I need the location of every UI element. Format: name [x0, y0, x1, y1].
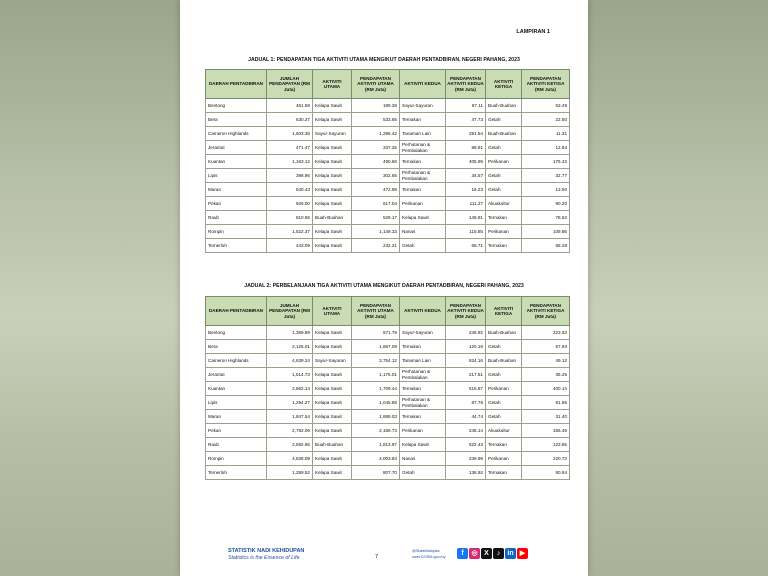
header-pendapatan-utama: PENDAPATAN AKTIVITI UTAMA (RM Juta) — [352, 70, 400, 99]
table-row — [206, 141, 570, 155]
cell-aktiviti-ketiga: Getah — [486, 410, 522, 424]
cell-aktiviti-utama: Kelapa Sawit — [313, 326, 352, 340]
cell-aktiviti-ketiga: Getah — [486, 169, 522, 183]
table-row — [206, 127, 570, 141]
cell-aktiviti-ketiga: Getah — [486, 368, 522, 382]
cell-pendapatan-utama: 189.28 — [352, 99, 400, 113]
cell-aktiviti-ketiga: Ternakan — [486, 211, 522, 225]
cell-pendapatan-ketiga: 35.25 — [522, 368, 570, 382]
cell-jumlah: 1,259.52 — [267, 466, 313, 480]
cell-aktiviti-ketiga: Getah — [486, 183, 522, 197]
cell-aktiviti-utama: Kelapa Sawit — [313, 396, 352, 410]
table-row — [206, 99, 570, 113]
cell-aktiviti-ketiga: Buah-Buahan — [486, 99, 522, 113]
cell-pendapatan-kedua: 111.27 — [446, 197, 486, 211]
cell-pendapatan-utama: 617.04 — [352, 197, 400, 211]
cell-pendapatan-utama: 490.66 — [352, 155, 400, 169]
header-daerah: DAERAH PENTADBIRAN — [206, 70, 267, 99]
page-number: 7 — [375, 554, 379, 560]
cell-jumlah: 1,514.73 — [267, 368, 313, 382]
cell-aktiviti-ketiga: Buah-Buahan — [486, 326, 522, 340]
cell-aktiviti-utama: Sayur-Sayuran — [313, 127, 352, 141]
cell-daerah: Raub — [206, 211, 267, 225]
cell-aktiviti-kedua: Getah — [400, 239, 446, 253]
cell-aktiviti-kedua: Nanas — [400, 452, 446, 466]
cell-pendapatan-utama: 4,003.84 — [352, 452, 400, 466]
cell-jumlah: 4,639.24 — [267, 354, 313, 368]
cell-pendapatan-ketiga: 32.77 — [522, 169, 570, 183]
cell-aktiviti-utama: Kelapa Sawit — [313, 382, 352, 396]
cell-pendapatan-utama: 807.70 — [352, 466, 400, 480]
cell-aktiviti-kedua: Perhutanan & Pembalakan — [400, 169, 446, 183]
cell-aktiviti-ketiga: Ternakan — [486, 239, 522, 253]
cell-pendapatan-ketiga: 220.73 — [522, 452, 570, 466]
cell-jumlah: 540.43 — [267, 183, 313, 197]
cell-jumlah: 1,294.27 — [267, 396, 313, 410]
table-row — [206, 225, 570, 239]
cell-aktiviti-ketiga: Perikanan — [486, 155, 522, 169]
header-pendapatan-kedua: PENDAPATAN AKTIVITI KEDUA (RM Juta) — [446, 70, 486, 99]
cell-pendapatan-kedua: 87.11 — [446, 99, 486, 113]
cell-aktiviti-utama: Kelapa Sawit — [313, 113, 352, 127]
cell-pendapatan-utama: 529.17 — [352, 211, 400, 225]
cell-pendapatan-kedua: 115.85 — [446, 225, 486, 239]
cell-aktiviti-ketiga: Getah — [486, 340, 522, 354]
header-aktiviti-kedua: AKTIVITI KEDUA — [400, 297, 446, 326]
cell-daerah: Maran — [206, 183, 267, 197]
cell-pendapatan-kedua: 88.91 — [446, 141, 486, 155]
cell-aktiviti-ketiga: Buah-Buahan — [486, 354, 522, 368]
cell-daerah: Pekan — [206, 197, 267, 211]
cell-pendapatan-kedua: 68.71 — [446, 239, 486, 253]
table-row — [206, 169, 570, 183]
cell-jumlah: 630.27 — [267, 113, 313, 127]
cell-daerah: Pekan — [206, 424, 267, 438]
table-row — [206, 113, 570, 127]
cell-aktiviti-kedua: Sayur-Sayuran — [400, 99, 446, 113]
cell-pendapatan-utama: 1,045.88 — [352, 396, 400, 410]
cell-jumlah: 2,125.01 — [267, 340, 313, 354]
cell-pendapatan-ketiga: 81.85 — [522, 396, 570, 410]
table-row — [206, 368, 570, 382]
website-link[interactable]: www.DOSM.gov.my — [412, 555, 446, 559]
cell-daerah: Bera — [206, 113, 267, 127]
cell-pendapatan-kedua: 239.99 — [446, 452, 486, 466]
cell-jumlah: 1,522.37 — [267, 225, 313, 239]
cell-aktiviti-kedua: Perhutanan & Pembalakan — [400, 396, 446, 410]
header-jumlah: JUMLAH PENDAPATAN (RM Juta) — [267, 297, 313, 326]
cell-pendapatan-kedua: 291.54 — [446, 127, 486, 141]
cell-aktiviti-kedua: Sayur-Sayuran — [400, 326, 446, 340]
cell-pendapatan-ketiga: 109.86 — [522, 225, 570, 239]
cell-aktiviti-kedua: Ternakan — [400, 410, 446, 424]
cell-daerah: Bentong — [206, 99, 267, 113]
income-table — [205, 69, 570, 253]
cell-pendapatan-kedua: 18.23 — [446, 183, 486, 197]
cell-aktiviti-ketiga: Getah — [486, 141, 522, 155]
cell-pendapatan-utama: 3,754.12 — [352, 354, 400, 368]
table-row — [206, 326, 570, 340]
cell-daerah: Rompin — [206, 225, 267, 239]
header-aktiviti-ketiga: AKTIVITI KETIGA — [486, 70, 522, 99]
cell-pendapatan-kedua: 136.92 — [446, 466, 486, 480]
cell-jumlah: 926.00 — [267, 197, 313, 211]
table2-caption: JADUAL 2: PERBELANJAAN TIGA AKTIVITI UTAMA MENGIKUT DAERAH PENTADBIRAN, NEGERI PAHANG, 2023 — [244, 283, 524, 289]
cell-daerah: Jerantut — [206, 368, 267, 382]
header-daerah: DAERAH PENTADBIRAN — [206, 297, 267, 326]
cell-jumlah: 471.47 — [267, 141, 313, 155]
social-icons — [457, 548, 528, 559]
cell-jumlah: 398.96 — [267, 169, 313, 183]
cell-pendapatan-kedua: 522.43 — [446, 438, 486, 452]
cell-pendapatan-kedua: 87.76 — [446, 396, 486, 410]
table-row — [206, 197, 570, 211]
cell-aktiviti-kedua: Tanaman Lain — [400, 127, 446, 141]
cell-jumlah: 810.56 — [267, 211, 313, 225]
cell-aktiviti-ketiga: Getah — [486, 113, 522, 127]
cell-aktiviti-utama: Kelapa Sawit — [313, 340, 352, 354]
cell-jumlah: 1,603.35 — [267, 127, 313, 141]
cell-aktiviti-utama: Sayur-Sayuran — [313, 354, 352, 368]
cell-aktiviti-ketiga: Perikanan — [486, 452, 522, 466]
table-row — [206, 438, 570, 452]
cell-daerah: Bentong — [206, 326, 267, 340]
cell-jumlah: 1,369.89 — [267, 326, 313, 340]
cell-pendapatan-ketiga: 31.40 — [522, 410, 570, 424]
cell-aktiviti-utama: Kelapa Sawit — [313, 169, 352, 183]
instagram-icon[interactable]: ◎ — [469, 548, 480, 559]
cell-pendapatan-ketiga: 123.65 — [522, 438, 570, 452]
cell-aktiviti-kedua: Kelapa Sawit — [400, 211, 446, 225]
cell-aktiviti-kedua: Nanas — [400, 225, 446, 239]
facebook-icon[interactable]: f — [457, 548, 468, 559]
cell-aktiviti-kedua: Getah — [400, 466, 446, 480]
cell-daerah: Cameron Highlands — [206, 354, 267, 368]
cell-jumlah: 443.09 — [267, 239, 313, 253]
cell-pendapatan-kedua: 47.73 — [446, 113, 486, 127]
cell-pendapatan-kedua: 405.99 — [446, 155, 486, 169]
appendix-label: LAMPIRAN 1 — [516, 29, 550, 35]
cell-aktiviti-kedua: Perhutanan & Pembalakan — [400, 141, 446, 155]
cell-aktiviti-kedua: Perikanan — [400, 197, 446, 211]
cell-daerah: Jerantut — [206, 141, 267, 155]
x-icon[interactable]: X — [481, 548, 492, 559]
cell-aktiviti-utama: Kelapa Sawit — [313, 424, 352, 438]
tiktok-icon[interactable]: ♪ — [493, 548, 504, 559]
cell-pendapatan-kedua: 44.74 — [446, 410, 486, 424]
cell-pendapatan-kedua: 515.67 — [446, 382, 486, 396]
cell-pendapatan-ketiga: 223.53 — [522, 326, 570, 340]
cell-pendapatan-ketiga: 90.20 — [522, 197, 570, 211]
document-page — [180, 0, 588, 576]
cell-aktiviti-kedua: Ternakan — [400, 113, 446, 127]
cell-aktiviti-utama: Kelapa Sawit — [313, 141, 352, 155]
cell-daerah: Bera — [206, 340, 267, 354]
cell-pendapatan-ketiga: 49.12 — [522, 354, 570, 368]
cell-aktiviti-ketiga: Akuakultur — [486, 197, 522, 211]
table1-header-row — [206, 70, 570, 99]
cell-daerah: Temerloh — [206, 466, 267, 480]
cell-daerah: Raub — [206, 438, 267, 452]
cell-aktiviti-utama: Kelapa Sawit — [313, 183, 352, 197]
cell-jumlah: 1,847.54 — [267, 410, 313, 424]
header-aktiviti-kedua: AKTIVITI KEDUA — [400, 70, 446, 99]
cell-pendapatan-utama: 1,175.01 — [352, 368, 400, 382]
cell-pendapatan-kedua: 120.19 — [446, 340, 486, 354]
cell-aktiviti-kedua: Ternakan — [400, 183, 446, 197]
cell-aktiviti-ketiga: Ternakan — [486, 466, 522, 480]
table2-header-row — [206, 297, 570, 326]
table1-caption: JADUAL 1: PENDAPATAN TIGA AKTIVITI UTAMA MENGIKUT DAERAH PENTADBIRAN, NEGERI PAHANG, 2023 — [248, 57, 520, 63]
cell-pendapatan-utama: 2,159.73 — [352, 424, 400, 438]
youtube-icon[interactable]: ▶ — [517, 548, 528, 559]
table-row — [206, 424, 570, 438]
cell-aktiviti-kedua: Perhutanan & Pembalakan — [400, 368, 446, 382]
table-row — [206, 183, 570, 197]
cell-aktiviti-utama: Kelapa Sawit — [313, 368, 352, 382]
cell-pendapatan-ketiga: 90.64 — [522, 466, 570, 480]
cell-daerah: Rompin — [206, 452, 267, 466]
header-pendapatan-ketiga: PENDAPATAN AKTIVITI KETIGA (RM Juta) — [522, 297, 570, 326]
cell-pendapatan-utama: 1,867.09 — [352, 340, 400, 354]
cell-aktiviti-utama: Kelapa Sawit — [313, 99, 352, 113]
cell-pendapatan-utama: 533.65 — [352, 113, 400, 127]
cell-pendapatan-utama: 232.21 — [352, 239, 400, 253]
table-row — [206, 382, 570, 396]
table-row — [206, 466, 570, 480]
cell-daerah: Kuantan — [206, 155, 267, 169]
cell-daerah: Cameron Highlands — [206, 127, 267, 141]
cell-pendapatan-kedua: 148.91 — [446, 211, 486, 225]
cell-aktiviti-ketiga: Getah — [486, 396, 522, 410]
table-row — [206, 239, 570, 253]
header-aktiviti-utama: AKTIVITI UTAMA — [313, 297, 352, 326]
header-jumlah: JUMLAH PENDAPATAN (RM Juta) — [267, 70, 313, 99]
cell-pendapatan-utama: 1,689.03 — [352, 410, 400, 424]
cell-daerah: Lipis — [206, 169, 267, 183]
expenditure-table — [205, 296, 570, 480]
cell-aktiviti-ketiga: Perikanan — [486, 382, 522, 396]
linkedin-icon[interactable]: in — [505, 548, 516, 559]
cell-pendapatan-utama: 337.25 — [352, 141, 400, 155]
cell-aktiviti-utama: Kelapa Sawit — [313, 197, 352, 211]
cell-daerah: Maran — [206, 410, 267, 424]
cell-pendapatan-kedua: 34.57 — [446, 169, 486, 183]
cell-aktiviti-utama: Kelapa Sawit — [313, 155, 352, 169]
cell-jumlah: 2,792.06 — [267, 424, 313, 438]
cell-pendapatan-ketiga: 13.50 — [522, 183, 570, 197]
cell-daerah: Lipis — [206, 396, 267, 410]
cell-aktiviti-kedua: Tanaman Lain — [400, 354, 446, 368]
cell-daerah: Temerloh — [206, 239, 267, 253]
social-handle[interactable]: @StatsMalaysia — [412, 549, 440, 553]
cell-pendapatan-ketiga: 176.43 — [522, 155, 570, 169]
page-footer — [180, 540, 588, 576]
cell-aktiviti-ketiga: Perikanan — [486, 225, 522, 239]
cell-aktiviti-ketiga: Buah-Buahan — [486, 127, 522, 141]
cell-aktiviti-kedua: Ternakan — [400, 382, 446, 396]
cell-pendapatan-ketiga: 12.84 — [522, 141, 570, 155]
cell-pendapatan-ketiga: 78.62 — [522, 211, 570, 225]
cell-aktiviti-utama: Kelapa Sawit — [313, 466, 352, 480]
cell-aktiviti-utama: Kelapa Sawit — [313, 239, 352, 253]
header-aktiviti-ketiga: AKTIVITI KETIGA — [486, 297, 522, 326]
table-row — [206, 354, 570, 368]
cell-pendapatan-kedua: 824.16 — [446, 354, 486, 368]
cell-pendapatan-ketiga: 156.49 — [522, 424, 570, 438]
cell-pendapatan-utama: 1,709.44 — [352, 382, 400, 396]
cell-aktiviti-kedua: Kelapa Sawit — [400, 438, 446, 452]
cell-pendapatan-ketiga: 63.49 — [522, 99, 570, 113]
header-pendapatan-ketiga: PENDAPATAN AKTIVITI KETIGA (RM Juta) — [522, 70, 570, 99]
table-row — [206, 396, 570, 410]
table-row — [206, 410, 570, 424]
cell-pendapatan-ketiga: 22.50 — [522, 113, 570, 127]
cell-pendapatan-utama: 1,813.97 — [352, 438, 400, 452]
cell-aktiviti-ketiga: Ternakan — [486, 438, 522, 452]
cell-aktiviti-kedua: Ternakan — [400, 155, 446, 169]
cell-aktiviti-kedua: Ternakan — [400, 340, 446, 354]
header-aktiviti-utama: AKTIVITI UTAMA — [313, 70, 352, 99]
cell-aktiviti-utama: Buah-Buahan — [313, 211, 352, 225]
cell-aktiviti-utama: Kelapa Sawit — [313, 452, 352, 466]
cell-pendapatan-kedua: 248.14 — [446, 424, 486, 438]
cell-pendapatan-ketiga: 57.93 — [522, 340, 570, 354]
cell-pendapatan-ketiga: 58.28 — [522, 239, 570, 253]
table-row — [206, 211, 570, 225]
table-row — [206, 452, 570, 466]
cell-pendapatan-kedua: 246.92 — [446, 326, 486, 340]
cell-pendapatan-ketiga: 11.31 — [522, 127, 570, 141]
table-row — [206, 340, 570, 354]
cell-aktiviti-ketiga: Akuakultur — [486, 424, 522, 438]
footer-brand: STATISTIK NADI KEHIDUPAN — [228, 548, 305, 554]
cell-jumlah: 1,163.12 — [267, 155, 313, 169]
cell-jumlah: 2,862.14 — [267, 382, 313, 396]
cell-jumlah: 4,828.09 — [267, 452, 313, 466]
cell-aktiviti-kedua: Perikanan — [400, 424, 446, 438]
cell-pendapatan-ketiga: 400.14 — [522, 382, 570, 396]
cell-daerah: Kuantan — [206, 382, 267, 396]
table-row — [206, 155, 570, 169]
cell-jumlah: 451.58 — [267, 99, 313, 113]
cell-pendapatan-utama: 1,296.42 — [352, 127, 400, 141]
cell-aktiviti-utama: Kelapa Sawit — [313, 225, 352, 239]
header-pendapatan-utama: PENDAPATAN AKTIVITI UTAMA (RM Juta) — [352, 297, 400, 326]
cell-pendapatan-utama: 472.98 — [352, 183, 400, 197]
footer-tagline: Statistics is the Essence of Life — [228, 555, 300, 561]
cell-jumlah: 2,582.86 — [267, 438, 313, 452]
cell-aktiviti-utama: Buah-Buahan — [313, 438, 352, 452]
cell-aktiviti-utama: Kelapa Sawit — [313, 410, 352, 424]
cell-pendapatan-kedua: 217.51 — [446, 368, 486, 382]
cell-pendapatan-utama: 302.65 — [352, 169, 400, 183]
cell-pendapatan-utama: 671.79 — [352, 326, 400, 340]
header-pendapatan-kedua: PENDAPATAN AKTIVITI KEDUA (RM Juta) — [446, 297, 486, 326]
cell-pendapatan-utama: 1,149.33 — [352, 225, 400, 239]
